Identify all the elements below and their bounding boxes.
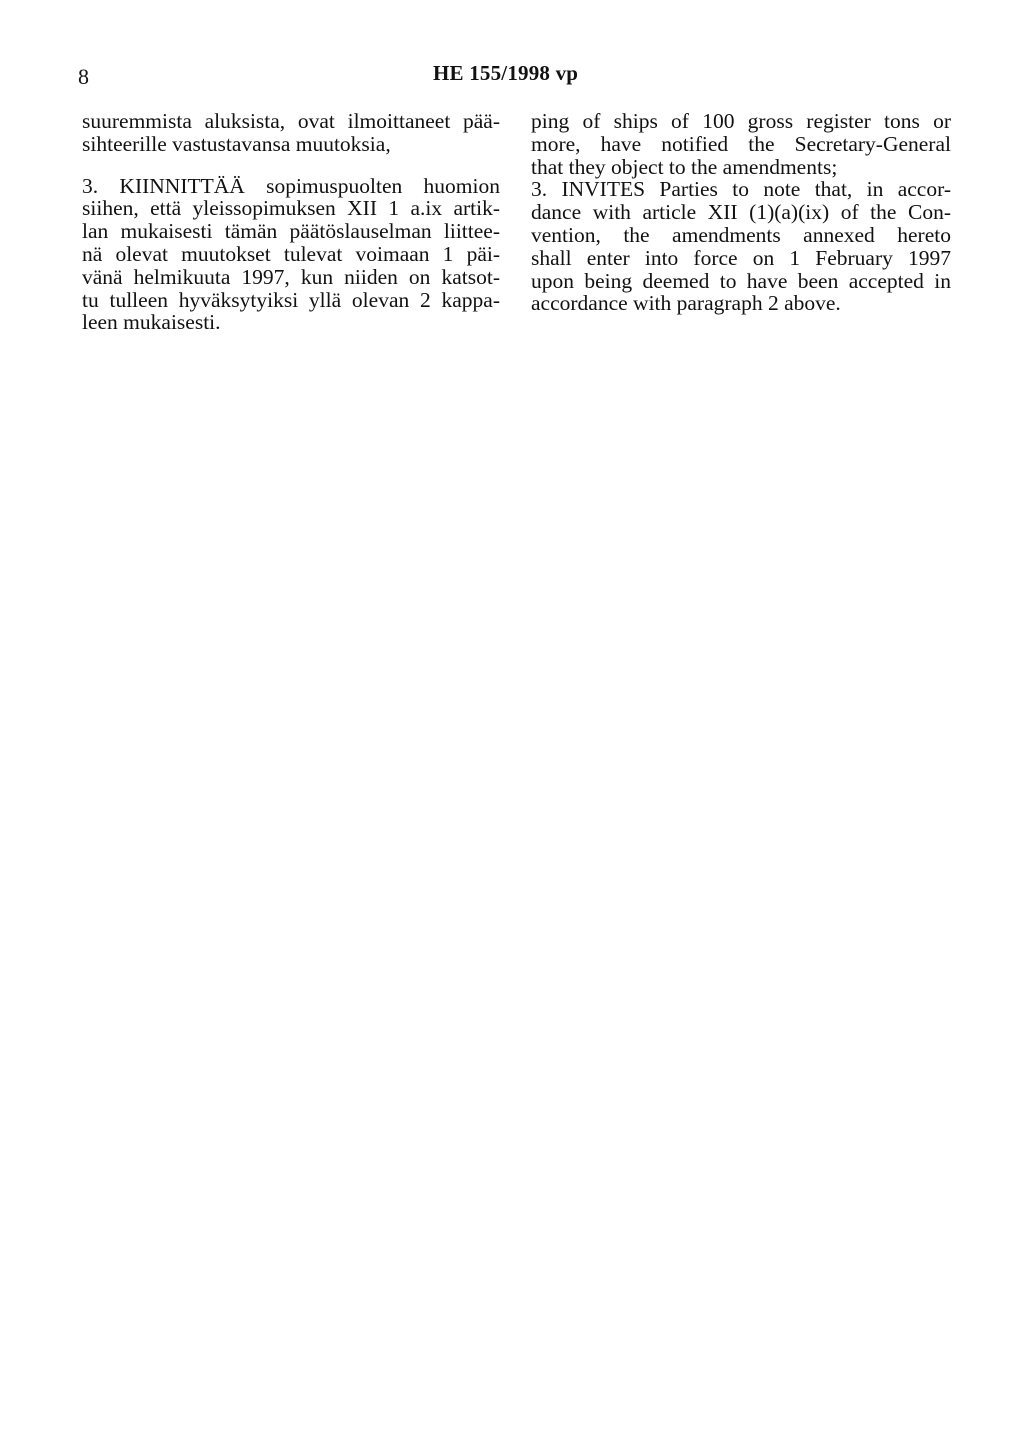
right-column-english bbox=[531, 110, 951, 315]
running-header: HE 155/1998 vp bbox=[433, 61, 579, 85]
text-line: lan mukaisesti tämän päätöslauselman liittee- bbox=[82, 219, 500, 244]
right-paragraph-1 bbox=[531, 110, 951, 178]
text-line: ping of ships of 100 gross register tons or bbox=[531, 109, 951, 133]
text-line: sihteerille vastustavansa muutoksia, bbox=[82, 131, 391, 156]
text-line: suuremmista aluksista, ovat ilmoittaneet pää- bbox=[82, 109, 500, 133]
text-line: 3. INVITES Parties to note that, in accor- bbox=[531, 177, 951, 202]
text-line: shall enter into force on 1 February 1997 bbox=[531, 245, 951, 270]
text-line: vention, the amendments annexed hereto bbox=[531, 222, 951, 247]
text-line: dance with article XII (1)(a)(ix) of the Con- bbox=[531, 200, 951, 225]
left-column-finnish bbox=[82, 110, 500, 334]
left-paragraph-2 bbox=[82, 175, 500, 335]
text-line: tu tulleen hyväksytyiksi yllä olevan 2 kappa- bbox=[82, 287, 500, 312]
text-line: nä olevat muutokset tulevat voimaan 1 päi- bbox=[82, 241, 500, 266]
text-line: leen mukaisesti. bbox=[82, 310, 221, 335]
text-line: 3. KIINNITTÄÄ sopimuspuolten huomion bbox=[82, 173, 500, 198]
text-line: more, have notified the Secretary-General bbox=[531, 131, 951, 156]
right-paragraph-2 bbox=[531, 178, 951, 315]
text-line: siihen, että yleissopimuksen XII 1 a.ix artik- bbox=[82, 196, 500, 221]
text-line: that they object to the amendments; bbox=[531, 154, 838, 179]
text-line: vänä helmikuuta 1997, kun niiden on katsot- bbox=[82, 264, 500, 289]
left-paragraph-1 bbox=[82, 110, 500, 156]
text-line: upon being deemed to have been accepted in bbox=[531, 268, 951, 293]
page-number: 8 bbox=[78, 64, 89, 89]
text-line: accordance with paragraph 2 above. bbox=[531, 291, 841, 316]
